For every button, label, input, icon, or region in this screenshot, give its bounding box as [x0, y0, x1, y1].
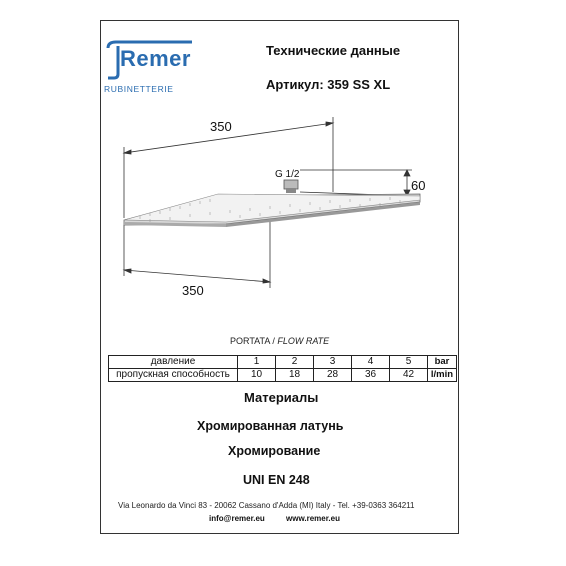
company-address: Via Leonardo da Vinci 83 - 20062 Cassano d'Adda (MI) Italy - Tel. +39-0363 364211: [118, 501, 415, 510]
flow-label: пропускная способность: [109, 369, 238, 382]
table-row-pressure: [109, 356, 457, 369]
company-email[interactable]: info@remer.eu: [209, 514, 265, 523]
flow-caption-italic: FLOW RATE: [277, 336, 330, 346]
pressure-value: 1: [238, 356, 276, 369]
company-website[interactable]: www.remer.eu: [286, 514, 340, 523]
flow-rate-caption: [230, 336, 329, 346]
flow-value: 42: [390, 369, 428, 382]
flow-caption-main: PORTATA /: [230, 336, 278, 346]
width-label: 350: [210, 119, 232, 134]
pressure-value: 4: [352, 356, 390, 369]
flow-value: 36: [352, 369, 390, 382]
shower-head-plate: [124, 194, 420, 227]
materials-heading: Материалы: [244, 390, 319, 405]
flow-value: 18: [276, 369, 314, 382]
material-standard: UNI EN 248: [243, 473, 310, 487]
flow-unit: l/min: [428, 369, 457, 382]
flow-value: 10: [238, 369, 276, 382]
pressure-value: 3: [314, 356, 352, 369]
pressure-label: давление: [109, 356, 238, 369]
height-label: 60: [411, 178, 426, 193]
article-number: Артикул: 359 SS XL: [266, 77, 391, 92]
pressure-value: 2: [276, 356, 314, 369]
pressure-value: 5: [390, 356, 428, 369]
logo-brand-text: Remer: [120, 46, 191, 71]
connection-label: G 1/2: [275, 169, 300, 180]
material-body: Хромированная латунь: [197, 419, 344, 433]
pressure-unit: bar: [428, 356, 457, 369]
height-dimension: [300, 170, 412, 196]
flow-value: 28: [314, 369, 352, 382]
table-row-flow: [109, 369, 457, 382]
page-title: Технические данные: [266, 43, 401, 58]
flow-rate-table: [108, 355, 457, 382]
material-finish: Хромирование: [228, 444, 321, 458]
connector-fitting: [284, 180, 298, 193]
depth-label: 350: [182, 283, 204, 298]
logo-subtitle: RUBINETTERIE: [104, 84, 174, 94]
